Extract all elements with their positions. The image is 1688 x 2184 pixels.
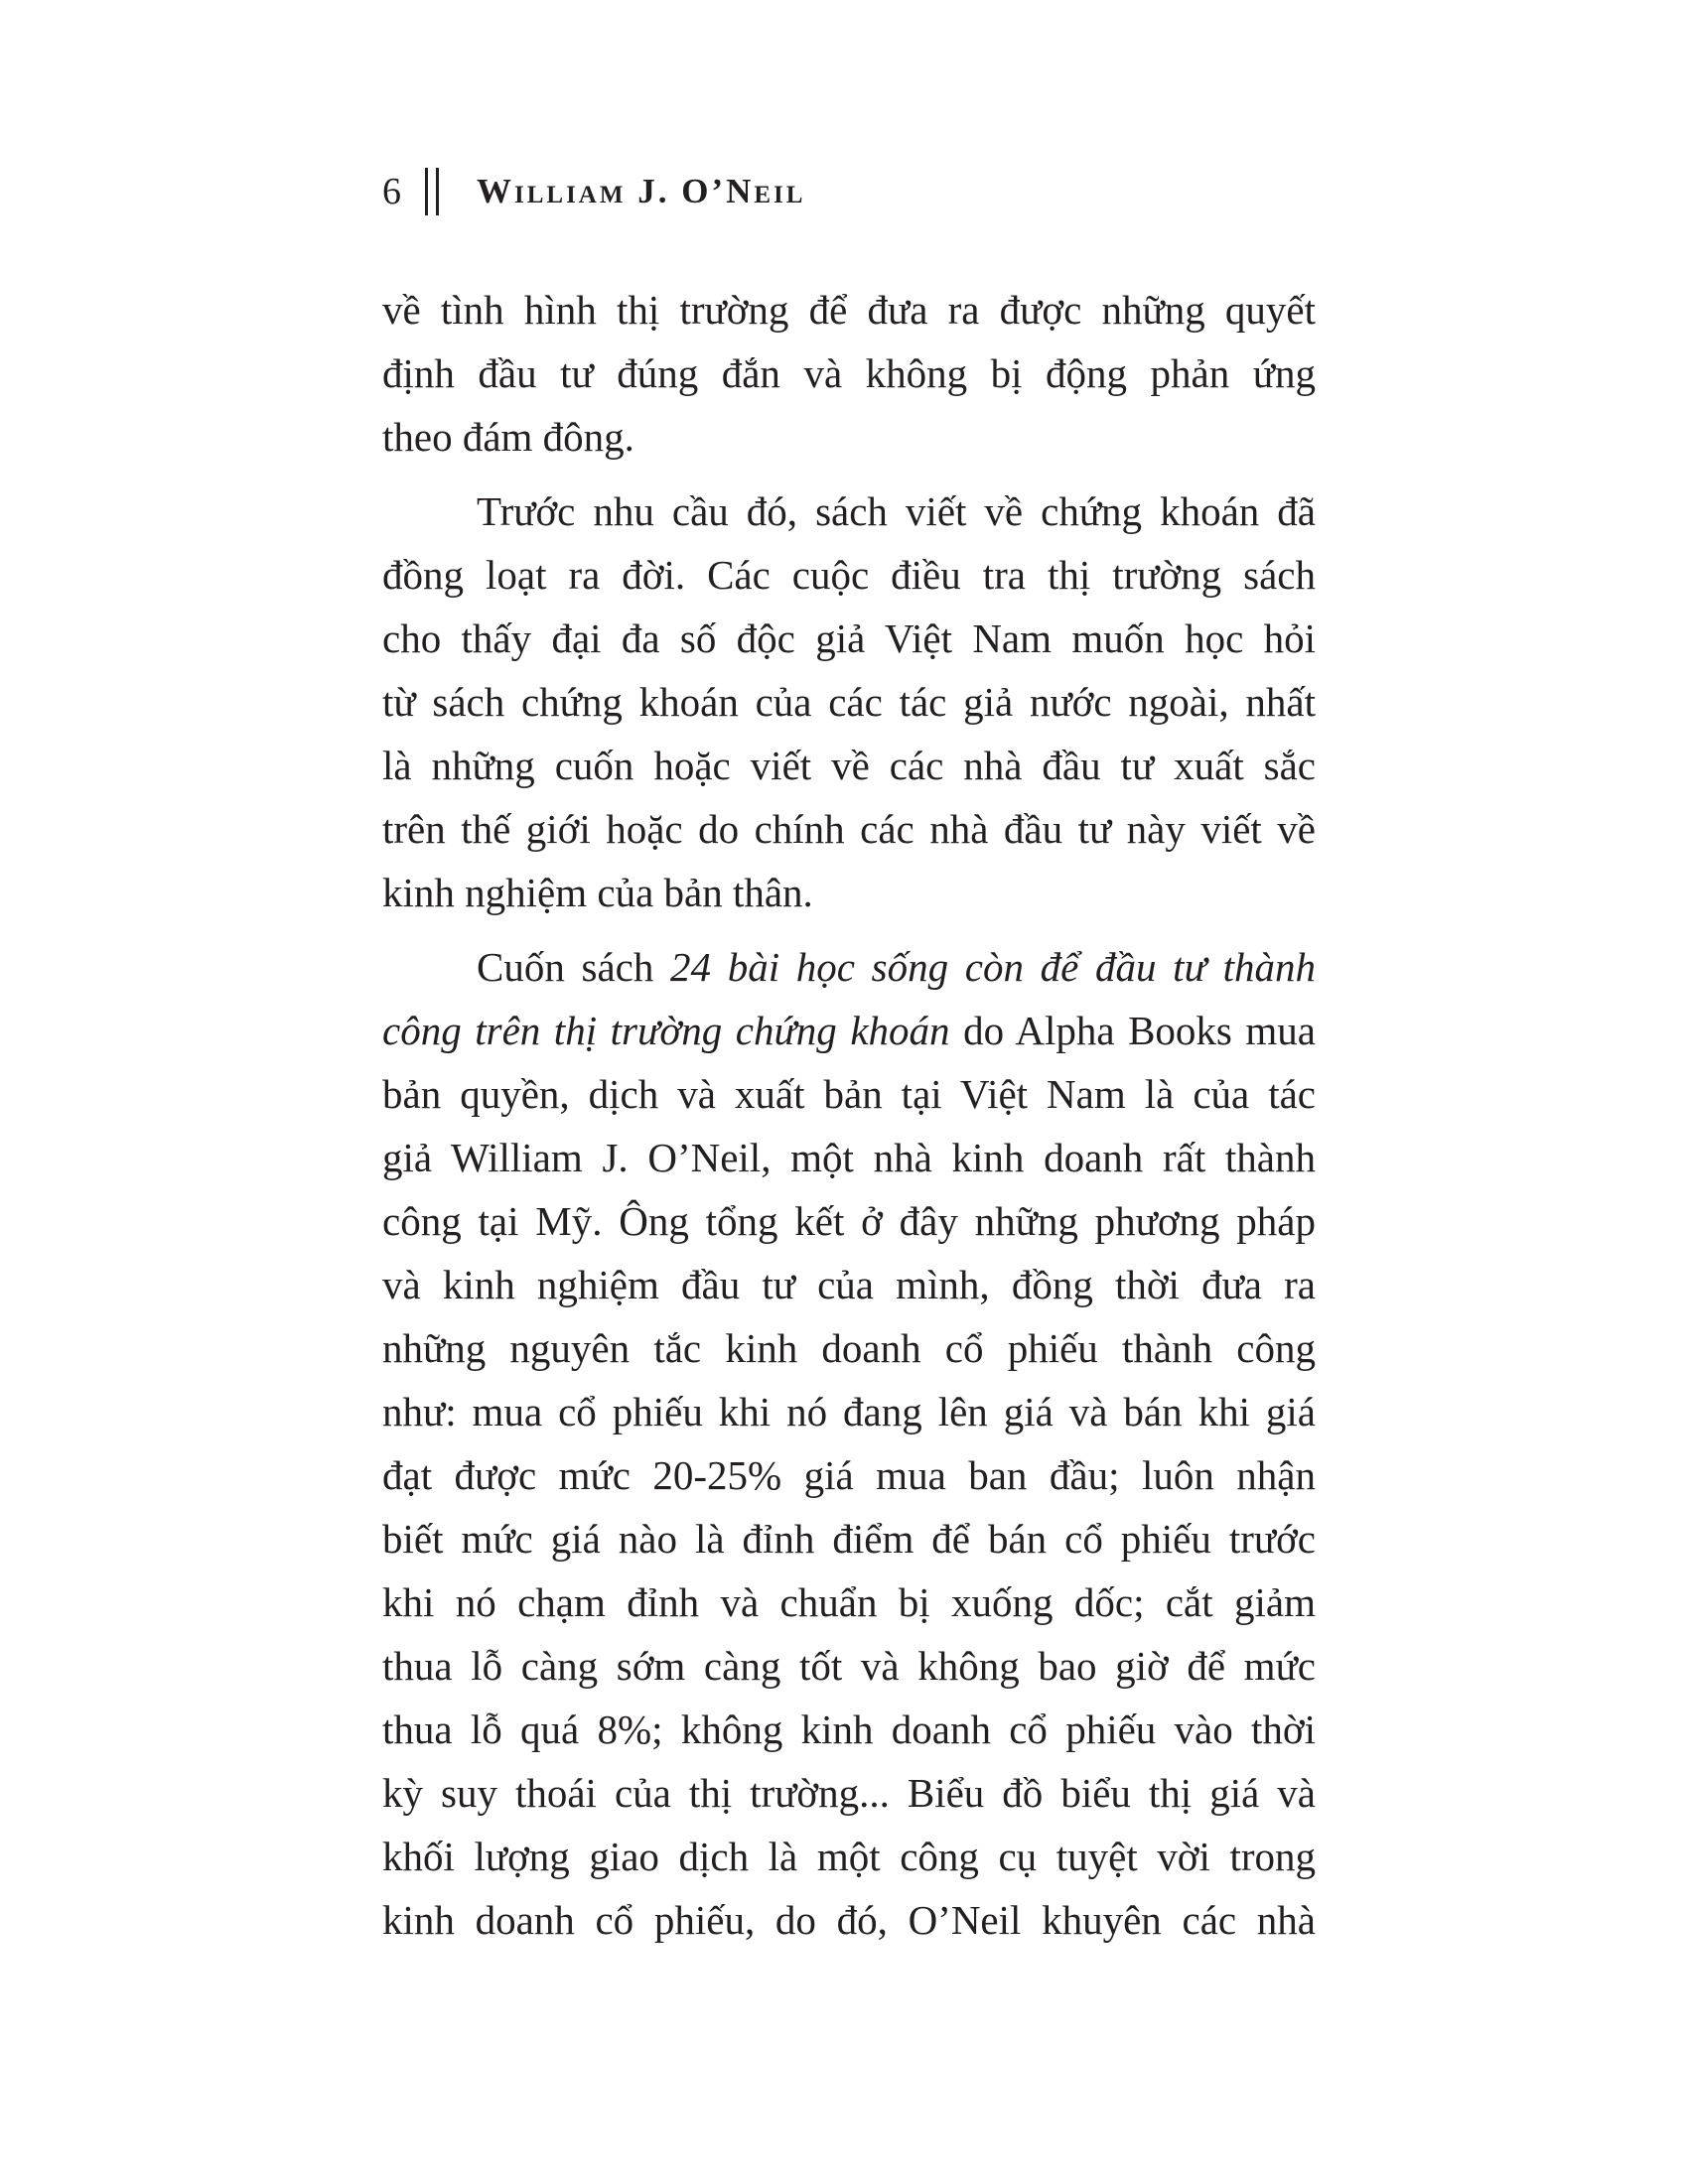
- text-line: trên thế giới hoặc do chính các nhà đầu tư này viết về: [382, 806, 1316, 852]
- text-line: như: mua cổ phiếu khi nó đang lên giá và bán khi giá: [382, 1389, 1316, 1434]
- text-line: kinh nghiệm của bản thân.: [382, 870, 813, 915]
- text-line: Trước nhu cầu đó, sách viết về chứng khoán đã: [477, 488, 1316, 534]
- text-line: về tình hình thị trường để đưa ra được những quyết: [382, 287, 1316, 333]
- running-head-author: William J. O’Neil: [477, 172, 806, 210]
- text-line: khi nó chạm đỉnh và chuẩn bị xuống dốc; cắt giảm: [382, 1579, 1316, 1625]
- text-line: những nguyên tắc kinh doanh cổ phiếu thành công: [382, 1325, 1316, 1371]
- running-head: [382, 167, 805, 216]
- text-line: đồng loạt ra đời. Các cuộc điều tra thị trường sách: [382, 552, 1316, 598]
- page-number: 6: [382, 171, 401, 212]
- text-line: thua lỗ quá 8%; không kinh doanh cổ phiếu vào thời: [382, 1706, 1316, 1752]
- text-line: kỳ suy thoái của thị trường... Biểu đồ biểu thị giá và: [382, 1770, 1316, 1816]
- text-line: từ sách chứng khoán của các tác giả nước ngoài, nhất: [382, 679, 1316, 725]
- text-line: giả William J. O’Neil, một nhà kinh doanh rất thành: [382, 1135, 1316, 1180]
- text-line: là những cuốn hoặc viết về các nhà đầu tư xuất sắc: [382, 743, 1316, 788]
- text-line: theo đám đông.: [382, 414, 634, 460]
- text-line: [382, 999, 1316, 1062]
- double-rule-divider: [425, 168, 439, 215]
- paragraph-gap: [382, 469, 1316, 479]
- text-line: đạt được mức 20-25% giá mua ban đầu; luôn nhận: [382, 1452, 1316, 1498]
- text-line: và kinh nghiệm đầu tư của mình, đồng thời đưa ra: [382, 1262, 1316, 1307]
- book-title-italic: công trên thị trường chứng khoán: [382, 1008, 950, 1053]
- text-line: định đầu tư đúng đắn và không bị động phản ứng: [382, 350, 1316, 396]
- text-line: công tại Mỹ. Ông tổng kết ở đây những phương pháp: [382, 1198, 1316, 1244]
- text-line: bản quyền, dịch và xuất bản tại Việt Nam là của tác: [382, 1071, 1316, 1117]
- text-run: do Alpha Books mua: [949, 1008, 1317, 1053]
- text-line: cho thấy đại đa số độc giả Việt Nam muốn học hỏi: [382, 615, 1316, 661]
- text-line: thua lỗ càng sớm càng tốt và không bao giờ để mức: [382, 1643, 1316, 1689]
- text-line: [382, 935, 1316, 999]
- text-run: Cuốn sách: [477, 944, 671, 990]
- text-line: biết mức giá nào là đỉnh điểm để bán cổ phiếu trước: [382, 1516, 1316, 1562]
- text-line: kinh doanh cổ phiếu, do đó, O’Neil khuyên các nhà: [382, 1897, 1316, 1943]
- body-text: [382, 278, 1316, 1952]
- text-line: khối lượng giao dịch là một công cụ tuyệt vời trong: [382, 1834, 1316, 1879]
- paragraph-gap: [382, 924, 1316, 935]
- book-title-italic: 24 bài học sống còn để đầu tư thành: [670, 944, 1316, 990]
